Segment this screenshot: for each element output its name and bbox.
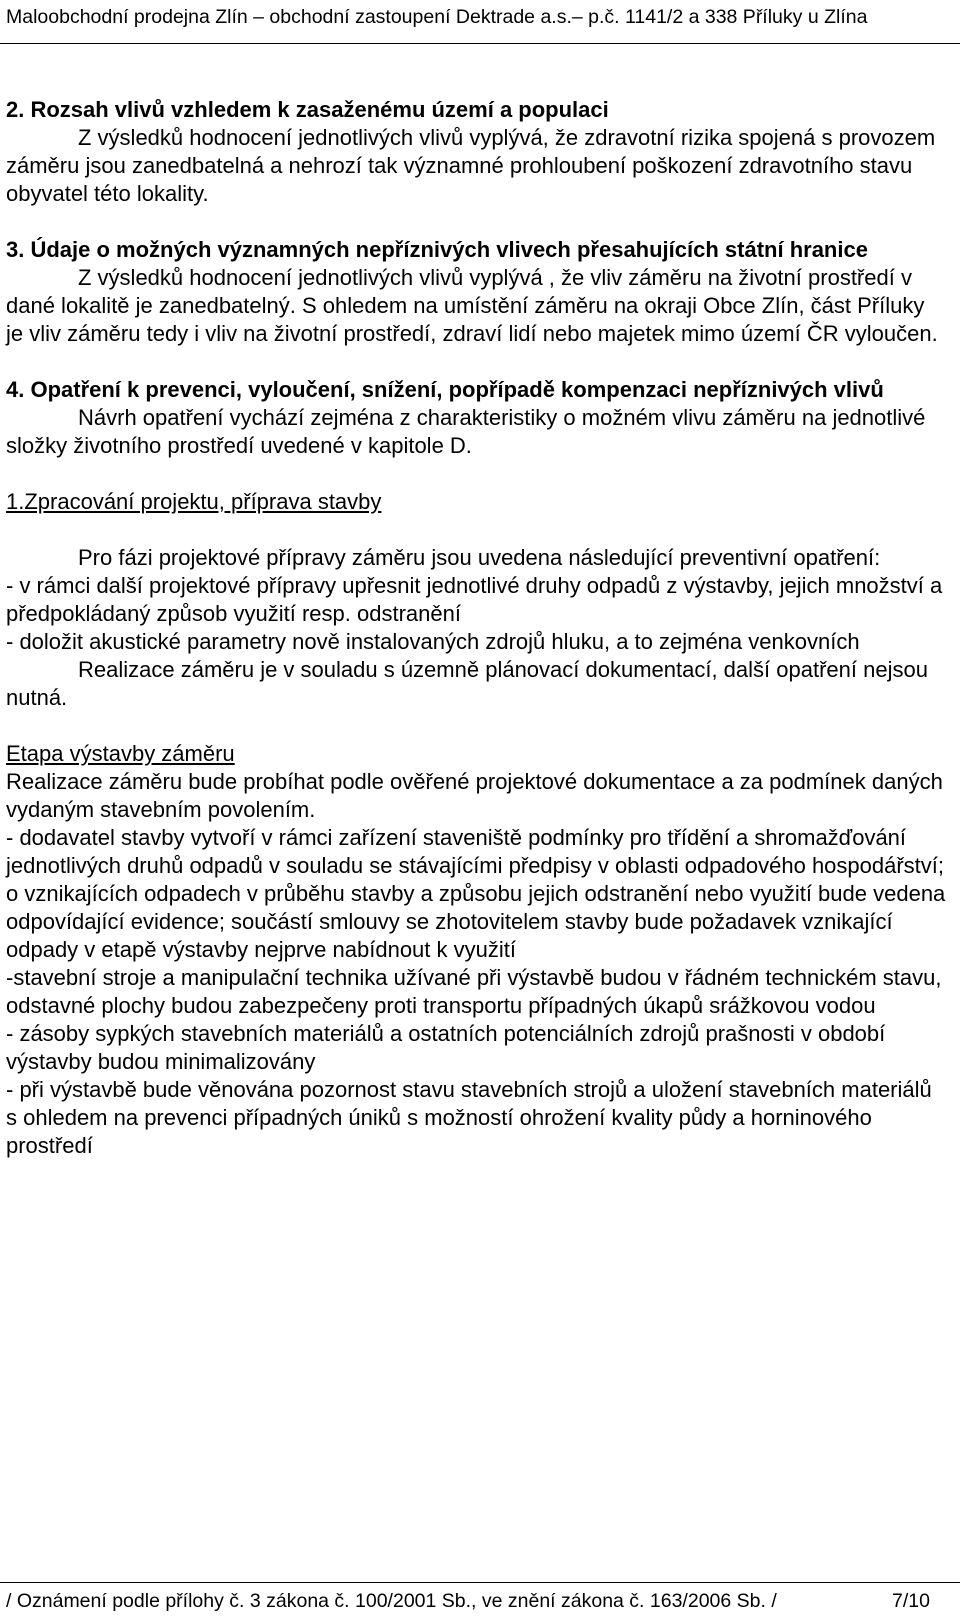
section-2-heading: 2. Rozsah vlivů vzhledem k zasaženému území a populaci: [6, 97, 609, 122]
section-4-paragraph: [6, 404, 946, 460]
subsection-1-heading: 1.Zpracování projektu, příprava stavby: [6, 489, 382, 514]
page-footer: [0, 1582, 960, 1617]
footer-legal-reference: / Oznámení podle přílohy č. 3 zákona č. 100/2001 Sb., ve znění zákona č. 163/2006 Sb. /: [6, 1590, 777, 1612]
section-2-text-rest: provozem záměru jsou zanedbatelná a nehrozí tak významné prohloubení poškození zdravotního stavu obyvatel této lokality.: [6, 125, 936, 206]
subsection-1-conclusion: [6, 656, 946, 712]
page-number: 7/10: [892, 1590, 930, 1612]
stage-item-3: - zásoby sypkých stavebních materiálů a ostatních potenciálních zdrojů prašnosti v období výstavby budou minimalizovány: [6, 1021, 886, 1074]
stage-item-4: - při výstavbě bude věnována pozornost stavu stavebních strojů a uložení stavebních materiálů s ohledem na prevenci případných úniků s možností ohrožení kvality půdy a horninového prostředí: [6, 1077, 932, 1158]
subsection-1-item-2: - doložit akustické parametry nově instalovaných zdrojů hluku, a to zejména venkovních: [6, 629, 860, 654]
subsection-1-intro-rest: opatření:: [793, 545, 881, 570]
stage-intro: Realizace záměru bude probíhat podle ověřené projektové dokumentace a za podmínek daných vydaným stavebním povolením.: [6, 769, 943, 822]
subsection-1-conclusion-rest: opatření nejsou nutná.: [6, 657, 928, 710]
subsection-1-intro-first: Pro fázi projektové přípravy záměru jsou uvedena následující preventivní: [78, 545, 788, 570]
subsection-1-item-1: - v rámci další projektové přípravy upřesnit jednotlivé druhy odpadů z výstavby, jejich množství a předpokládaný způsob využití resp. odstranění: [6, 573, 943, 626]
section-2-paragraph: [6, 124, 946, 208]
subsection-1-conclusion-first: Realizace záměru je v souladu s územně plánovací dokumentací, další: [78, 657, 771, 682]
section-2-text-first: Z výsledků hodnocení jednotlivých vlivů vyplývá, že zdravotní rizika spojená s: [78, 125, 833, 150]
section-3-heading: 3. Údaje o možných významných nepříznivých vlivech přesahujících státní hranice: [6, 237, 868, 262]
section-4-text-rest: jednotlivé složky životního prostředí uvedené v kapitole D.: [6, 405, 926, 458]
section-4-heading: 4. Opatření k prevenci, vyloučení, snížení, popřípadě kompenzaci nepříznivých vlivů: [6, 377, 884, 402]
section-4-text-first: Návrh opatření vychází zejména z charakteristiky o možném vlivu záměru na: [78, 405, 827, 430]
section-3-paragraph: [6, 264, 946, 348]
stage-item-2: -stavební stroje a manipulační technika užívané při výstavbě budou v řádném technickém stavu, odstavné plochy budou zabezpečeny proti transportu případných úkapů srážkovou vodou: [6, 965, 942, 1018]
header-title: Maloobchodní prodejna Zlín – obchodní zastoupení Dektrade a.s.– p.č. 1141/2 a 338 Příluky u Zlína: [6, 6, 868, 28]
stage-item-1: - dodavatel stavby vytvoří v rámci zařízení staveniště podmínky pro třídění a shromažďování jednotlivých druhů odpadů v souladu se stávajícími předpisy v oblasti odpadového hospodářství; o vznikajících odpadech v průběhu stavby a způsobu jejich odstranění nebo využití bude vedena odpovídající evidence; součástí smlouvy se zhotovitelem stavby bude požadavek vznikající odpady v etapě výstavby nejprve nabídnout k využití: [6, 825, 946, 962]
subsection-1-intro: [6, 544, 946, 572]
page-header: [0, 0, 960, 44]
document-body: [6, 96, 946, 1160]
section-3-text-first: Z výsledků hodnocení jednotlivých vlivů vyplývá , že vliv záměru na životní: [78, 265, 802, 290]
section-3-text-rest: prostředí v dané lokalitě je zanedbatelný. S ohledem na umístění záměru na okraji Obce Zlín, část Příluky je vliv záměru tedy i vliv na životní prostředí, zdraví lidí nebo majetek mimo území ČR vyloučen.: [6, 265, 938, 346]
stage-heading: Etapa výstavby záměru: [6, 741, 235, 766]
